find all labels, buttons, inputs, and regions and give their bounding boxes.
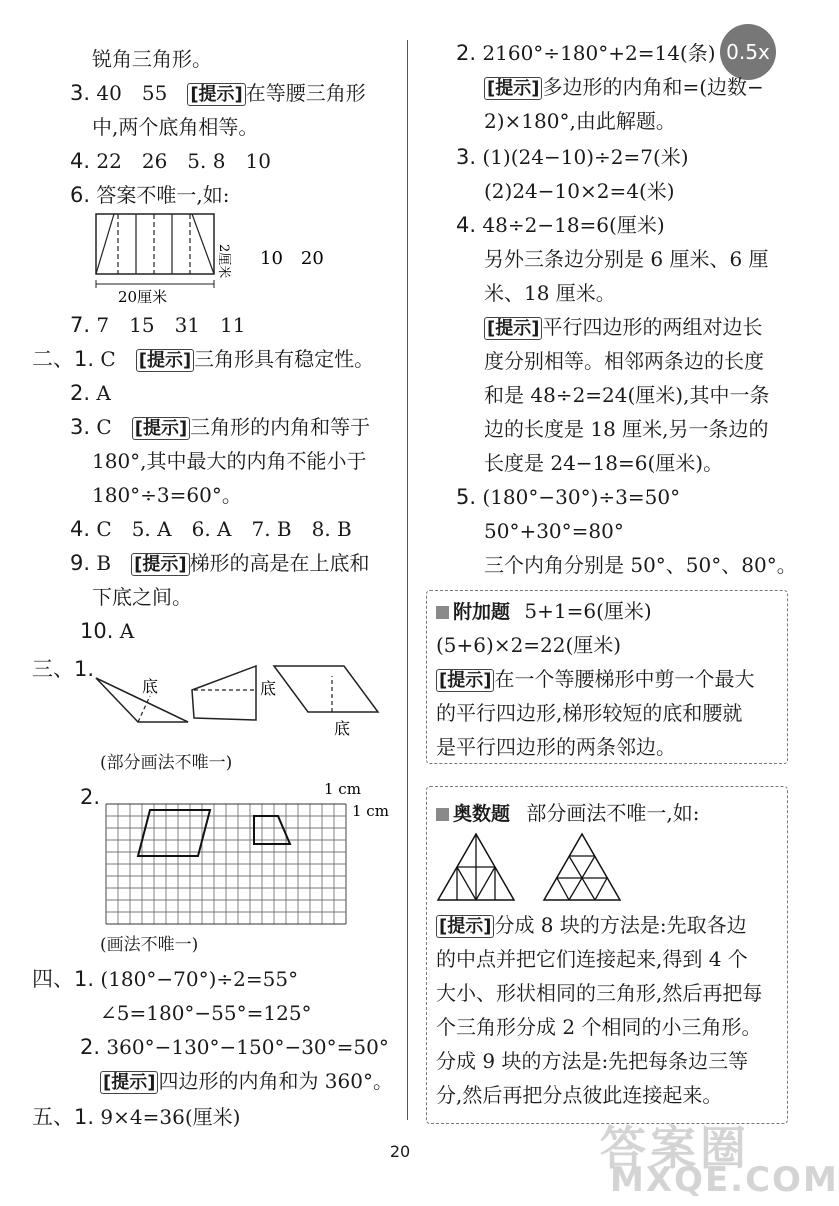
item-number: 5. (456, 485, 477, 509)
playback-speed-badge[interactable]: 0.5x (720, 24, 776, 80)
section-four-1 (32, 966, 298, 992)
answer-line: 米、18 厘米。 (484, 281, 616, 305)
answer-text: 9×4=36(厘米) (100, 1105, 241, 1129)
section-two-3 (70, 414, 370, 442)
hint-text: 四边形的内角和为 360°。 (158, 1069, 393, 1093)
section-two-2 (70, 380, 111, 406)
answer-line: 50°+30°=80° (484, 519, 624, 543)
watermark-text: 答案圈 (600, 1121, 750, 1175)
hint-tag: [提示] (100, 1071, 158, 1094)
section-four-2 (80, 1034, 389, 1060)
page-number: 20 (389, 1142, 411, 1161)
answer-text: (1)(24−10)÷2=7(米) (482, 145, 689, 169)
answer-text: 40 55 (96, 81, 188, 105)
answer-line: 度分别相等。相邻两条边的长度 (484, 349, 764, 373)
item-number: 3. (70, 415, 91, 439)
unit-label-side: 1 cm (352, 802, 389, 820)
item-number: 4. (70, 149, 91, 173)
hint-line (436, 666, 754, 694)
answer-line: 长度是 24−18=6(厘米)。 (484, 451, 724, 475)
triangle-division-figures (430, 830, 630, 906)
answer-text: A (119, 619, 135, 643)
olympiad-title: 奥数题 (453, 803, 511, 825)
section-two-1 (32, 346, 374, 374)
answer-text: 5+1=6(厘米) (524, 599, 652, 623)
answer-line: 分,然后再把分点彼此连接起来。 (436, 1083, 723, 1107)
base-label: 底 (142, 677, 159, 696)
answer-text: 2160°÷180°+2=14(条) (482, 41, 716, 65)
answer-line: 锐角三角形。 (92, 47, 212, 71)
item-number: 3. (70, 81, 91, 105)
section-marker-icon (436, 606, 449, 619)
olympiad-title-line (436, 800, 699, 827)
answer-line: 180°÷3=60°。 (92, 483, 242, 507)
item-number: 四、1. (32, 967, 95, 991)
answer-text: C 5. A 6. A 7. B 8. B (96, 517, 352, 541)
section-marker-icon (436, 808, 449, 821)
hint-tag: [提示] (132, 417, 190, 440)
bonus-title: 附加题 (453, 601, 511, 623)
answer-line: 下底之间。 (92, 585, 192, 609)
item-number: 三、1. (32, 657, 95, 681)
hint-text: 分成 8 块的方法是:先取各边 (494, 913, 747, 937)
answer-line: 的中点并把它们连接起来,得到 4 个 (436, 947, 748, 971)
item-number: 二、1. (32, 347, 95, 371)
answer-7 (70, 312, 245, 338)
answer-line: 和是 48÷2=24(厘米),其中一条 (484, 383, 770, 407)
section-two-9 (70, 550, 370, 578)
answer-line: 是平行四边形的两条邻边。 (436, 735, 676, 759)
hint-tag: [提示] (436, 669, 494, 692)
drawing-note: (部分画法不唯一) (100, 753, 233, 773)
item-number: 五、1. (32, 1105, 95, 1129)
hint-text: 多边形的内角和=(边数− (542, 75, 764, 99)
hint-text: 在一个等腰梯形中剪一个最大 (494, 667, 755, 691)
answer-line: 个三角形分成 2 个相同的小三角形。 (436, 1015, 762, 1039)
item-number: 7. (70, 313, 91, 337)
right-answer-5 (456, 484, 680, 510)
item-number: 4. (70, 517, 91, 541)
right-answer-4 (456, 212, 665, 238)
answer-line: 180°,其中最大的内角不能小于 (92, 449, 367, 473)
answer-line: 2)×180°,由此解题。 (484, 109, 676, 133)
answer-text: 22 26 5. 8 10 (96, 149, 271, 173)
answer-text: 部分画法不唯一,如: (526, 801, 700, 825)
item-number: 2. (456, 41, 477, 65)
drawing-note: (画法不唯一) (100, 935, 199, 955)
answer-text: 7 15 31 11 (96, 313, 246, 337)
section-two-4 (70, 516, 352, 542)
watermark-logo (600, 1112, 839, 1200)
answer-text: 360°−130°−150°−30°=50° (106, 1035, 389, 1059)
hint-line (100, 1068, 393, 1096)
item-number: 9. (70, 551, 91, 575)
answer-line: (5+6)×2=22(厘米) (436, 633, 622, 657)
unit-label-top: 1 cm (324, 780, 361, 798)
item-number: 2. (70, 381, 91, 405)
item-number: 2. (80, 1035, 101, 1059)
item-number: 10. (80, 619, 114, 643)
hint-text: 梯形的高是在上底和 (189, 551, 370, 575)
hint-text: 在等腰三角形 (245, 81, 366, 105)
answer-line: 的平行四边形,梯形较短的底和腰就 (436, 701, 743, 725)
base-label: 底 (334, 719, 351, 738)
grid-drawing-figure (100, 780, 410, 940)
answer-3 (70, 80, 366, 108)
item-number: 3. (456, 145, 477, 169)
item-number: 4. (456, 213, 477, 237)
bottom-label: 20厘米 (118, 288, 168, 306)
answer-4 (70, 148, 271, 174)
right-answer-3 (456, 144, 689, 170)
section-three-1 (32, 656, 94, 682)
answer-line: 大小、形状相同的三角形,然后再把每 (436, 981, 763, 1005)
hint-text: 平行四边形的两组对边长 (542, 315, 763, 339)
hint-tag: [提示] (187, 83, 245, 106)
answer-text: 48÷2−18=6(厘米) (482, 213, 665, 237)
figure-values: 10 20 (260, 248, 324, 269)
item-number: 6. (70, 183, 91, 207)
answer-text: C (96, 415, 132, 439)
height-drawing-figures (92, 660, 392, 740)
hint-line (436, 912, 747, 940)
section-three-2 (80, 784, 100, 810)
answer-line: 中,两个底角相等。 (92, 115, 259, 139)
answer-line: 分成 9 块的方法是:先把每条边三等 (436, 1049, 749, 1073)
hint-line (484, 314, 762, 342)
answer-text: (180°−30°)÷3=50° (482, 485, 681, 509)
answer-text: (180°−70°)÷2=55° (100, 967, 299, 991)
watermark-url: MXQE.COM (610, 1160, 839, 1200)
hint-line (484, 74, 764, 102)
base-label: 底 (260, 679, 277, 698)
answer-line: ∠5=180°−55°=125° (100, 1001, 312, 1025)
answer-text: A (96, 381, 111, 405)
answer-text: C (100, 347, 136, 371)
section-five-1 (32, 1104, 240, 1130)
hint-tag: [提示] (484, 317, 542, 340)
hint-tag: [提示] (136, 349, 194, 372)
answer-text: 答案不唯一,如: (96, 183, 230, 207)
item-number: 2. (80, 785, 101, 809)
answer-6 (70, 182, 230, 208)
answer-line: 边的长度是 18 厘米,另一条边的 (484, 417, 769, 441)
right-answer-2 (456, 40, 716, 66)
section-two-10 (80, 618, 134, 644)
rectangle-split-figure (90, 208, 340, 308)
answer-text: B (96, 551, 132, 575)
answer-line: 三个内角分别是 50°、50°、80°。 (484, 553, 797, 577)
hint-tag: [提示] (131, 553, 189, 576)
hint-tag: [提示] (484, 77, 542, 100)
hint-tag: [提示] (436, 915, 494, 938)
column-divider (407, 40, 408, 1120)
answer-line: 另外三条边分别是 6 厘米、6 厘 (484, 247, 769, 271)
hint-text: 三角形的内角和等于 (190, 415, 371, 439)
answer-line: (2)24−10×2=4(米) (484, 179, 675, 203)
bonus-title-line (436, 598, 652, 625)
side-label: 2厘米 (216, 244, 231, 279)
hint-text: 三角形具有稳定性。 (194, 347, 375, 371)
